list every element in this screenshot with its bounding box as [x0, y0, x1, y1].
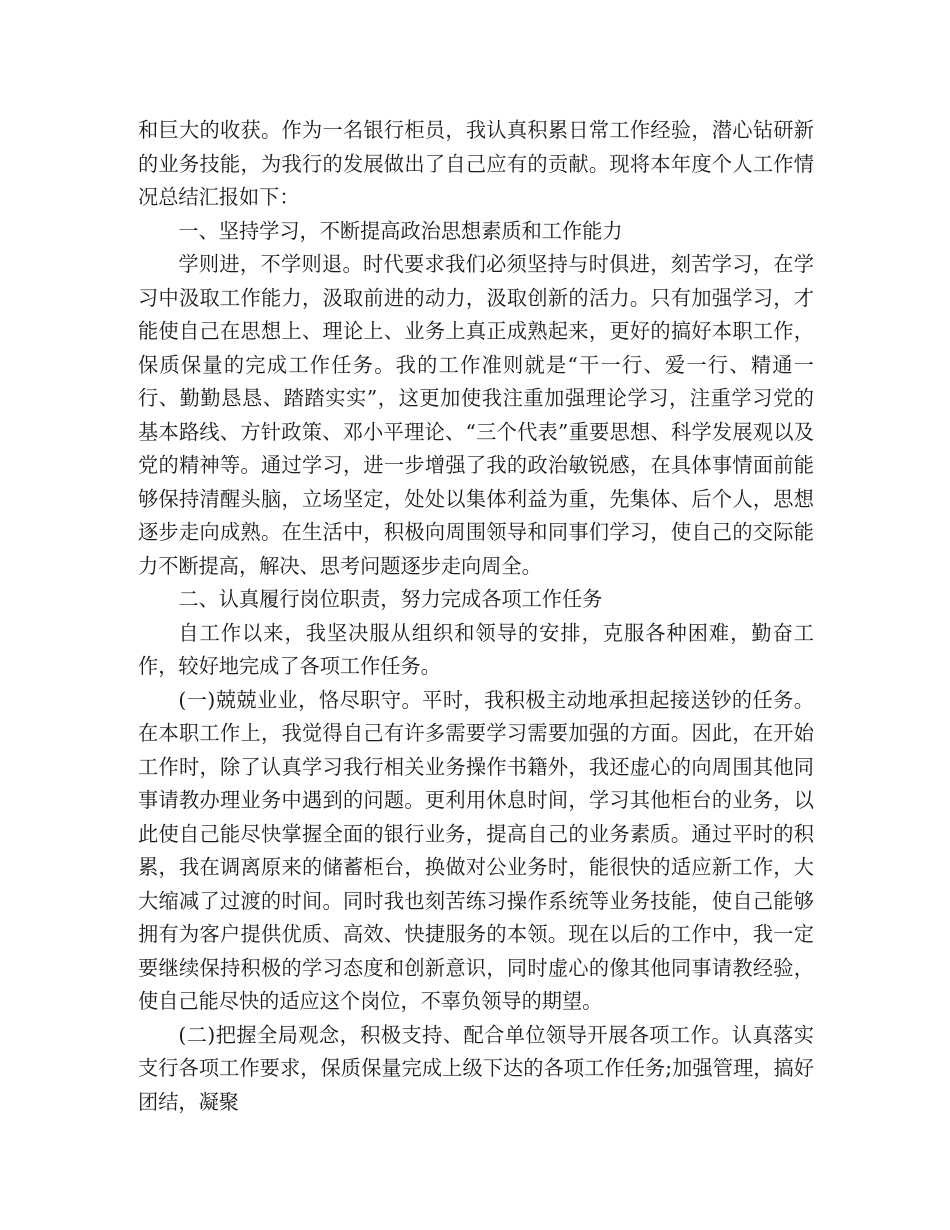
paragraph-item-1: (一)兢兢业业，恪尽职守。平时，我积极主动地承担起接送钞的任务。在本职工作上，我觉得自己有许多需要学习需要加强的方面。因此，在开始工作时，除了认真学习我行相关业务操作书籍外，我还虚心的向周围其他同事请教办理业务中遇到的问题。更利用休息时间，学习其他柜台的业务，以此使自己能尽快掌握全面的银行业务，提高自己的业务素质。通过平时的积累，我在调离原来的储蓄柜台，换做对公业务时，能很快的适应新工作，大大缩减了过渡的时间。同时我也刻苦练习操作系统等业务技能，使自己能够拥有为客户提供优质、高效、快捷服务的本领。现在以后的工作中，我一定要继续保持积极的学习态度和创新意识，同时虚心的像其他同事请教经验，使自己能尽快的适应这个岗位，不辜负领导的期望。 [138, 687, 814, 1013]
paragraph-intro: 和巨大的收获。作为一名银行柜员，我认真积累日常工作经验，潜心钻研新的业务技能，为我行的发展做出了自己应有的贡献。现将本年度个人工作情况总结汇报如下： [138, 118, 814, 209]
paragraph-study: 学则进，不学则退。时代要求我们必须坚持与时俱进，刻苦学习，在学习中汲取工作能力，汲取前进的动力，汲取创新的活力。只有加强学习，才能使自己在思想上、理论上、业务上真正成熟起来，更好的搞好本职工作，保质保量的完成工作任务。我的工作准则就是“干一行、爱一行、精通一行、勤勤恳恳、踏踏实实”，这更加使我注重加强理论学习，注重学习党的基本路线、方针政策、邓小平理论、“三个代表”重要思想、科学发展观以及党的精神等。通过学习，进一步增强了我的政治敏锐感，在具体事情面前能够保持清醒头脑，立场坚定，处处以集体利益为重，先集体、后个人，思想逐步走向成熟。在生活中，积极向周围领导和同事们学习，使自己的交际能力不断提高，解决、思考问题逐步走向周全。 [138, 252, 814, 578]
paragraph-duties: 自工作以来，我坚决服从组织和领导的安排，克服各种困难，勤奋工作，较好地完成了各项工作任务。 [138, 620, 814, 678]
section-heading-1: 一、坚持学习，不断提高政治思想素质和工作能力 [178, 218, 623, 243]
section-heading-2: 二、认真履行岗位职责，努力完成各项工作任务 [178, 587, 603, 611]
document-body [138, 114, 814, 1119]
paragraph-item-2: (二)把握全局观念，积极支持、配合单位领导开展各项工作。认真落实支行各项工作要求，保质保量完成上级下达的各项工作任务;加强管理，搞好团结，凝聚 [138, 1022, 814, 1114]
